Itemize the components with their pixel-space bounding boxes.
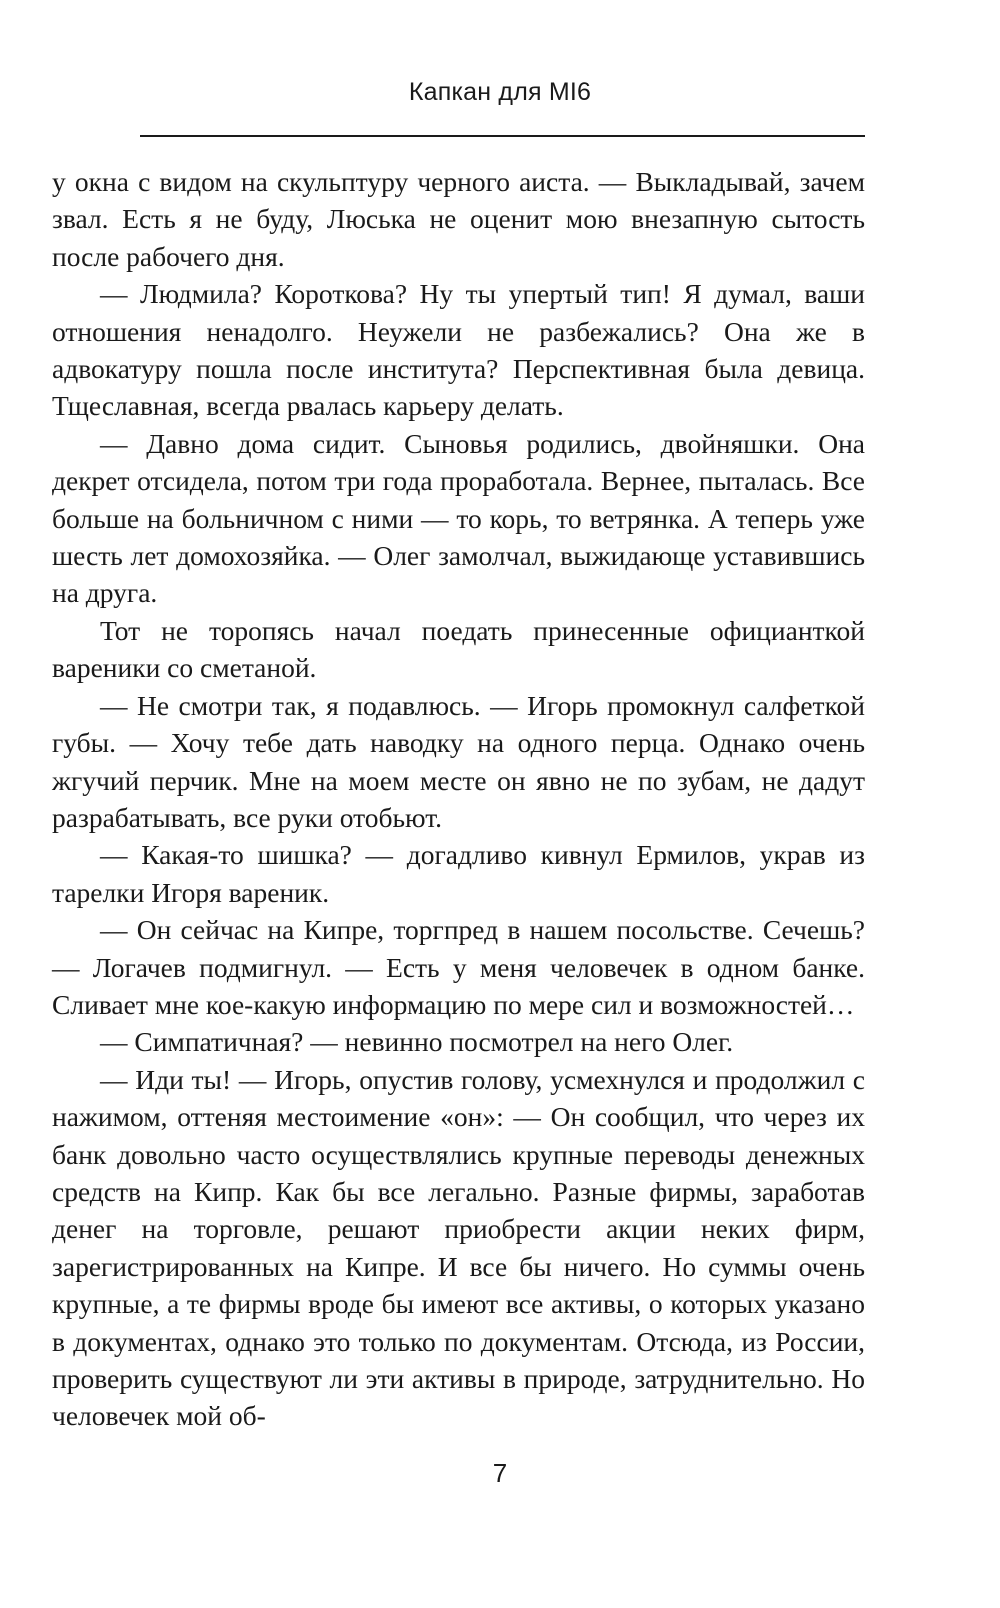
paragraph-7: — Он сейчас на Кипре, торгпред в нашем посольстве. Сечешь? — Логачев подмигнул. — Есть у меня человечек в одном банке. Сливает мне кое-какую информацию по мере сил и возможностей…: [52, 914, 865, 1020]
page-number: 7: [492, 1458, 508, 1488]
paragraph-8: — Симпатичная? — невинно посмотрел на него Олег.: [100, 1026, 734, 1058]
paragraph-1: у окна с видом на скульптуру черного аиста. — Выкладывай, зачем звал. Есть я не буду, Люська не оценит мою внезапную сытость после рабочего дня.: [52, 166, 865, 272]
header-rule: [140, 135, 865, 137]
paragraph-9: — Иди ты! — Игорь, опустив голову, усмехнулся и продолжил с нажимом, оттеняя местоимение «он»: — Он сообщил, что через их банк довольно часто осуществлялись крупные переводы денежных средств на Кипр. Как бы все легально. Разные фирмы, заработав денег на торговле, решают приобрести акции неких фирм, зарегистрированных на Кипре. И все бы ничего. Но суммы очень крупные, а те фирмы вроде бы имеют все активы, о которых указано в документах, однако это только по документам. Отсюда, из России, проверить существуют ли эти активы в природе, затруднительно. Но человечек мой об-: [52, 1063, 865, 1432]
paragraph-5: — Не смотри так, я подавлюсь. — Игорь промокнул салфеткой губы. — Хочу тебе дать наводку на одного перца. Однако очень жгучий перчик. Мне на моем месте он явно не по зубам, не дадут разрабатывать, все руки отобьют.: [52, 689, 865, 833]
paragraph-4: Тот не торопясь начал поедать принесенные официанткой вареники со сметаной.: [52, 614, 865, 684]
running-title: Капкан для МI6: [408, 78, 592, 106]
paragraph-2: — Людмила? Короткова? Ну ты упертый тип! Я думал, ваши отношения ненадолго. Неужели не разбежались? Она же в адвокатуру пошла после института? Перспективная была девица. Тщеславная, всегда рвалась карьеру делать.: [52, 278, 865, 422]
paragraph-6: — Какая-то шишка? — догадливо кивнул Ермилов, украв из тарелки Игоря вареник.: [52, 839, 865, 908]
page-body-text: [52, 163, 865, 1435]
paragraph-3: — Давно дома сидит. Сыновья родились, двойняшки. Она декрет отсидела, потом три года проработала. Вернее, пыталась. Все больше на больничном с ними — то корь, то ветрянка. А теперь уже шесть лет домохозяйка. — Олег замолчал, выжидающе уставившись на друга.: [52, 427, 865, 609]
